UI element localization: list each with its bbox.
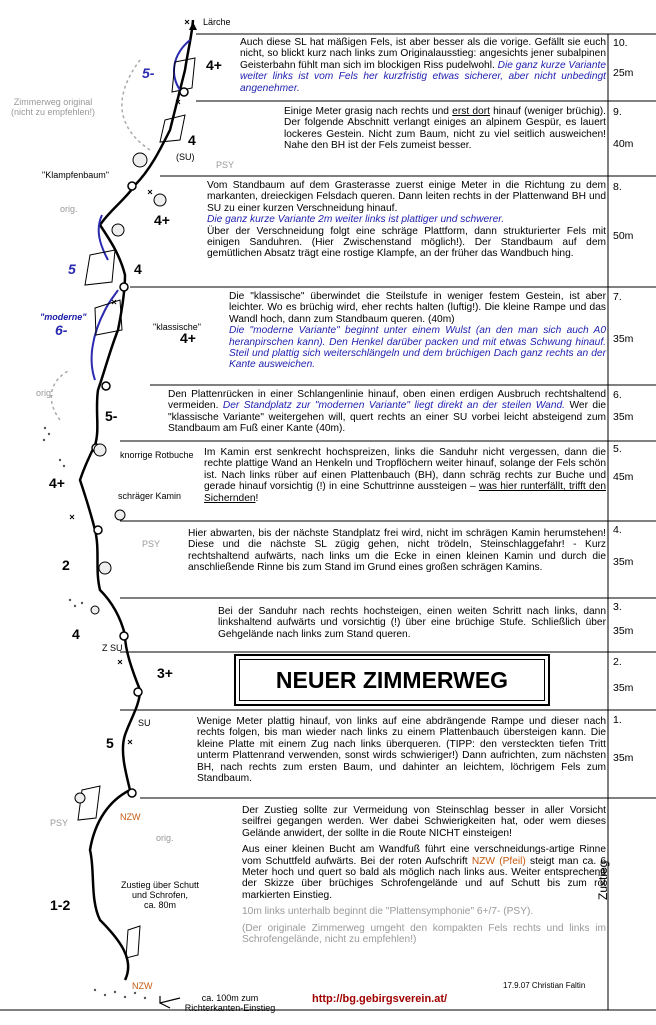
grade-pitch-5: 4+	[49, 475, 65, 491]
rock-features	[78, 58, 195, 958]
pitch-8-main: Vom Standbaum auf dem Grasterasse zuerst einige Meter in die Richtung zu dem markanten, dreieckigen Felsdach queren. Dann leiten rechts in der Plattenwand BH und SU zu einer kurzen Verschneidung hinauf.	[207, 180, 606, 214]
pitch-3-main: Bei der Sanduhr nach rechts hochsteigen, einen weiten Schritt nach links, dann linkshaltend aufwärts und vorsichtig (!) über eine brüchige Stufe. Schließlich über Gehgelände nach links zum Stand queren.	[218, 606, 606, 640]
pitch-num-10: 10.	[613, 37, 628, 49]
pitch-dist-8: 50m	[613, 230, 634, 242]
pitch-9-underline: erst dort	[452, 106, 490, 117]
pitch-5-underline: was hier runterfällt, trifft den Sichernden	[204, 481, 606, 504]
pitch-9-part-b: hinauf (weniger brüchig). Der folgende Abschnitt verlangt einiges an alpinem Gespür, es lauert lockeres Gestein. Nicht zum Baum, nicht zu viel seitlich ausweichen! Nahe den BH ist der Fels zumeist besser.	[284, 106, 606, 152]
scree-marks	[43, 427, 146, 999]
pitch-10-variant-text: Die ganz kurze Variante weiter links ist vom Fels her kurzfristig etwas sicherer, aber nicht unbedingt angenehmer.	[240, 59, 607, 94]
grade-pitch-2: 3+	[157, 665, 173, 681]
label-richterkanten-2: Richterkanten-Einstieg	[184, 1003, 276, 1013]
pitch-3-text	[218, 606, 606, 640]
pitch-dist-3: 35m	[613, 625, 634, 637]
pitch-10-main: Auch diese SL hat mäßigen Fels, ist aber besser als die vorige. Gefällt sie euch nicht, so blickt kurz nach links zum Originalausstieg: angesichts jener subalpinen Geisterbahn fühlt man sich im blockigen Riss pudelwohl.	[240, 37, 606, 71]
label-schraeger-kamin: schräger Kamin	[118, 491, 182, 501]
pitch-dist-7: 35m	[613, 333, 634, 345]
grade-pitch-8b: 4	[134, 261, 142, 277]
pitch-7-variant-text: Die "moderne Variante" beginnt unter einem Wulst (an den man sich auch A0 heranpirschen kann). Den Henkel darüber packen und mit etwas Schwung hinauf. Steil und plattig sich weiterschlängeln und dem brüchigen Dach ganz rechts an der Kante ausweichen.	[229, 325, 606, 371]
grade-pitch-9: 4	[188, 132, 196, 148]
approach-p2-a: Aus einer kleinen Bucht am Wandfuß führt eine verschneidungs-artige Rinne vom Schuttfeld aufwärts. Bei der roten Aufschrift	[242, 844, 606, 867]
grade-pitch-10: 4+	[206, 57, 222, 73]
grade-pitch-4: 2	[62, 557, 70, 573]
grade-pitch-6: 5-	[105, 408, 118, 424]
pitch-8-variant-text: Die ganz kurze Variante 2m weiter links ist plattiger und schwerer.	[207, 214, 505, 226]
pitch-9-part-a: Einige Meter grasig nach rechts und	[284, 106, 453, 117]
original-route-lower	[51, 370, 70, 420]
grade-pitch-10-variant: 5-	[142, 65, 155, 81]
pitch-5-end: !	[255, 492, 259, 504]
grade-pitch-1: 5	[106, 735, 114, 751]
approach-text	[242, 805, 606, 945]
belay-stands	[92, 88, 188, 797]
pitch-8-part2: Über der Verschneidung folgt eine schräge Plattform, dann strukturierter Fels mit einigen Sanduhren. (Hier Zwischenstand möglich!). Der Standbaum auf dem gemütlichen Absatz trägt eine rostige Klampfe, an der früher das Wandbuch hing.	[207, 225, 606, 260]
approach-p4: (Der originale Zimmerweg umgeht den kompakten Fels rechts und links im Schrofengelände, nicht zu empfehlen!)	[242, 922, 606, 946]
pitch-9-text	[284, 106, 606, 152]
label-zimmerweg-original: Zimmerweg original	[13, 97, 93, 107]
pitch-num-2: 2.	[613, 656, 622, 668]
pitch-dist-6: 35m	[613, 411, 634, 423]
label-klassische: "klassische"	[153, 322, 201, 332]
pitch-1-text	[197, 716, 606, 784]
pitch-7-main: Die "klassische" überwindet die Steilstufe in weniger festem Gestein, ist aber leichter. Wo es brüchig wird, eher rechts halten (luftig!). Die kleine Rampe und das Wandl hoch, dann zum Standbaum queren. (40m)	[229, 291, 606, 325]
grade-pitch-3: 4	[72, 626, 80, 642]
label-bh-su: (SU)	[176, 152, 195, 162]
trees	[75, 153, 166, 803]
pitch-num-3: 3.	[613, 601, 622, 613]
pitch-8-text	[207, 180, 606, 260]
label-psy-upper: PSY	[216, 160, 235, 170]
grade-pitch-7-variant: 6-	[55, 322, 68, 338]
grade-pitch-8-variant: 5	[68, 261, 76, 277]
pitch-dist-1: 35m	[613, 752, 634, 764]
label-moderne: "moderne"	[40, 312, 87, 322]
label-laerche: Lärche	[203, 17, 231, 27]
pitch-num-7: 7.	[613, 291, 622, 303]
grade-pitch-7: 4+	[180, 330, 196, 346]
pitch-6-text	[168, 389, 606, 435]
label-orig-top: orig.	[60, 204, 78, 214]
label-und-schrofen: und Schrofen,	[131, 890, 189, 900]
label-psy-top: PSY	[142, 539, 161, 549]
pitch-6-variant-text: Der Standplatz zur "modernen Variante" liegt direkt an der steilen Wand.	[222, 400, 566, 412]
top-arrow	[189, 22, 197, 30]
pitch-5-main: Im Kamin erst senkrecht hochspreizen, links die Sanduhr nicht vergessen, dann die rechte plattige Wand an Henkeln und Tropflöchern weiter hinauf, solange der Fels schön ist. Nach links rüber auf einen Plattenbauch (BH), dann schräg rechts zur Buche und gerade hinauf vorsichtig (!) in eine Schuttrinne aussteigen –	[204, 447, 606, 493]
pitch-num-1: 1.	[613, 714, 622, 726]
label-orig-bottom: orig.	[156, 833, 174, 843]
label-nzw-lower: NZW	[132, 981, 153, 991]
pitch-num-9: 9.	[613, 106, 622, 118]
approach-nzw-marking: NZW (Pfeil)	[471, 855, 526, 867]
pitch-dist-10: 25m	[613, 67, 634, 79]
route-title: NEUER ZIMMERWEG	[234, 654, 550, 706]
richterkanten-arrow	[160, 996, 180, 1008]
pitch-6-main: Den Plattenrücken in einer Schlangenlinie hinauf, oben einen erdigen Ausbruch rechtshaltend vermeiden.	[168, 389, 606, 412]
footer-date: 17.9.07 Christian Faltin	[503, 981, 586, 990]
label-knorrige-rotbuche: knorrige Rotbuche	[120, 450, 194, 460]
pitch-5-text	[204, 447, 606, 504]
pitch-num-8: 8.	[613, 181, 622, 193]
label-zustieg-schutt: Zustieg über Schutt	[120, 880, 200, 890]
pitch-7-text	[229, 291, 606, 371]
pitch-num-5: 5.	[613, 443, 622, 455]
grade-pitch-8: 4+	[154, 212, 170, 228]
footer-url-link[interactable]: http://bg.gebirgsverein.at/	[312, 993, 448, 1005]
label-klampfenbaum: "Klampfenbaum"	[42, 170, 109, 180]
label-su-1: SU	[138, 718, 151, 728]
pitch-1-main: Wenige Meter plattig hinauf, von links auf eine abdrängende Rampe und dieser nach rechts folgen, bis man wieder nach links zu einem Plattenbauch übersteigen kann. Die kleine Platte mit einem Zug nach links überqueren. (TIPP: den versteckten tiefen Tritt unterm Plattenrand verwenden, sonst wirds schwieriger!) Dann aufrichten, zum nächsten BH, nach rechts zum ersten Baum, und dahinter an leichtem, löchrigem Fels zum Standbaum.	[197, 716, 606, 785]
label-psy-bottom: PSY	[50, 818, 69, 828]
label-zsu: Z SU	[102, 643, 123, 653]
label-ca-80m: ca. 80m	[143, 900, 176, 910]
pitch-4-main: Hier abwarten, bis der nächste Standplatz frei wird, nicht im schrägen Kamin herumstehen! Diese und die nächste SL zügig gehen, nicht trödeln, Steinschlaggefahr! - Kurz rechtshaltend aufwärts, nach links um die Ecke in einen kleinen Kamin und durch die anschließende Rinne bis zum Stand im Grund eines großen schrägen Kamins.	[188, 528, 606, 574]
approach-label: Zustieg	[596, 860, 610, 900]
pitch-dist-5: 45m	[613, 471, 634, 483]
label-orig-mid: orig.	[36, 388, 54, 398]
pitch-num-6: 6.	[613, 389, 622, 401]
label-nzw-upper: NZW	[120, 812, 141, 822]
label-richterkanten-1: ca. 100m zum	[201, 993, 259, 1003]
approach-p1: Der Zustieg sollte zur Vermeidung von Steinschlag besser in aller Vorsicht seilfrei gegangen werden. Wer dabei Schwierigkeiten hat, oder wem dieses Gelände anwidert, der sollte in die Route NICHT einsteigen!	[242, 805, 606, 839]
pitch-dist-2: 35m	[613, 682, 634, 694]
approach-p2-b: steigt man ca. 6 Meter hoch und quert so bald als möglich nach links aus. Weiter entsprechend der Skizze über brüchiges Schrofengelände und auf Schutt bis zum rot markierten Einstieg.	[242, 855, 607, 901]
pitch-6-part2: Wer die "klassische Variante" weitergehen will, quert rechts an einer SU vorbei leicht absteigend zum Standbaum am Fuß einer Kante (40m).	[168, 400, 606, 435]
pitch-num-4: 4.	[613, 524, 622, 536]
pitch-10-text	[240, 37, 606, 94]
pitch-dist-4: 35m	[613, 556, 634, 568]
approach-p3: 10m links unterhalb beginnt die "Plattensymphonie" 6+/7- (PSY).	[242, 906, 534, 918]
pitch-dist-9: 40m	[613, 138, 634, 150]
pitch-4-text	[188, 528, 606, 574]
grade-approach: 1-2	[50, 897, 71, 913]
label-nicht-empfehlen: (nicht zu empfehlen!)	[10, 107, 96, 117]
